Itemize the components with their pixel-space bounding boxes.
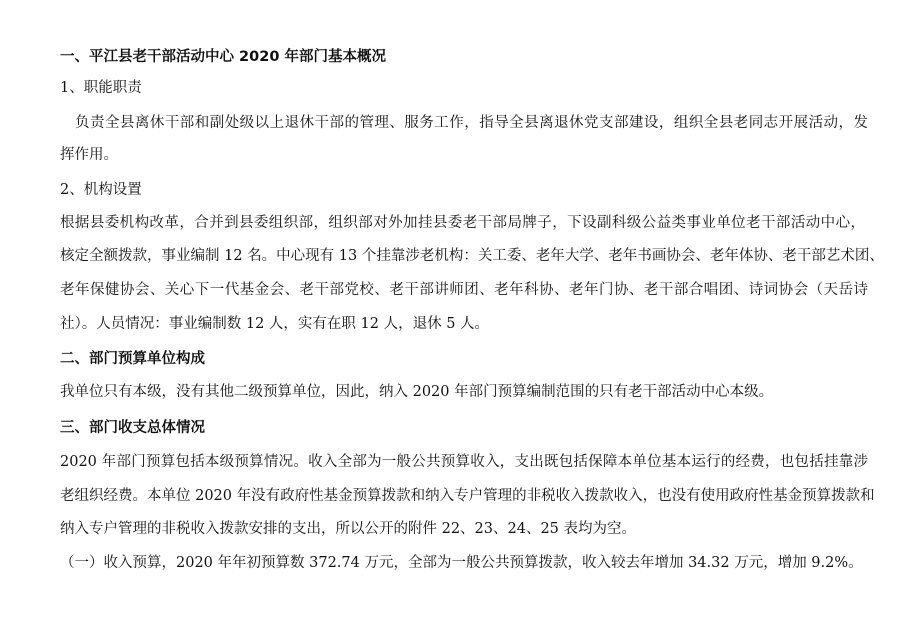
duties-paragraph-line-2: 挥作用。 (60, 147, 118, 163)
income-budget-paragraph: （一）收入预算，2020 年年初预算数 372.74 万元，全部为一般公共预算拨款，收入较去年增加 34.32 万元，增加 9.2%。 (60, 555, 863, 571)
section-2-heading: 二、部门预算单位构成 (60, 351, 205, 367)
duties-paragraph-line-1: 负责全县离休干部和副处级以上退休干部的管理、服务工作，指导全县离退休党支部建设，组织全县老同志开展活动，发 (75, 115, 868, 131)
income-expense-paragraph-line-2: 老组织经费。本单位 2020 年没有政府性基金预算拨款和纳入专户管理的非税收入拨款收入，也没有使用政府性基金预算拨款和 (60, 488, 875, 504)
organization-paragraph-line-2: 核定全额拨款，事业编制 12 名。中心现有 13 个挂靠涉老机构：关工委、老年大学、老年书画协会、老年体协、老干部艺术团、 (60, 248, 884, 264)
section-1-heading: 一、平江县老干部活动中心 2020 年部门基本概况 (60, 49, 386, 65)
organization-paragraph-line-3: 老年保健协会、关心下一代基金会、老干部党校、老干部讲师团、老年科协、老年门协、老干部合唱团、诗词协会（天岳诗 (60, 282, 868, 298)
subsection-duties-title: 1、职能职责 (60, 80, 142, 96)
organization-paragraph-line-4: 社）。人员情况：事业编制数 12 人，实有在职 12 人，退休 5 人。 (60, 316, 490, 332)
income-expense-paragraph-line-1: 2020 年部门预算包括本级预算情况。收入全部为一般公共预算收入，支出既包括保障本单位基本运行的经费，也包括挂靠涉 (60, 454, 868, 470)
subsection-organization-title: 2、机构设置 (60, 182, 142, 198)
organization-paragraph-line-1: 根据县委机构改革，合并到县委组织部，组织部对外加挂县委老干部局牌子，下设副科级公益类事业单位老干部活动中心， (60, 215, 865, 231)
budget-units-paragraph: 我单位只有本级，没有其他二级预算单位，因此，纳入 2020 年部门预算编制范围的只有老干部活动中心本级。 (60, 384, 774, 400)
income-expense-paragraph-line-3: 纳入专户管理的非税收入拨款安排的支出，所以公开的附件 22、23、24、25 表均为空。 (60, 521, 637, 537)
section-3-heading: 三、部门收支总体情况 (60, 420, 205, 436)
